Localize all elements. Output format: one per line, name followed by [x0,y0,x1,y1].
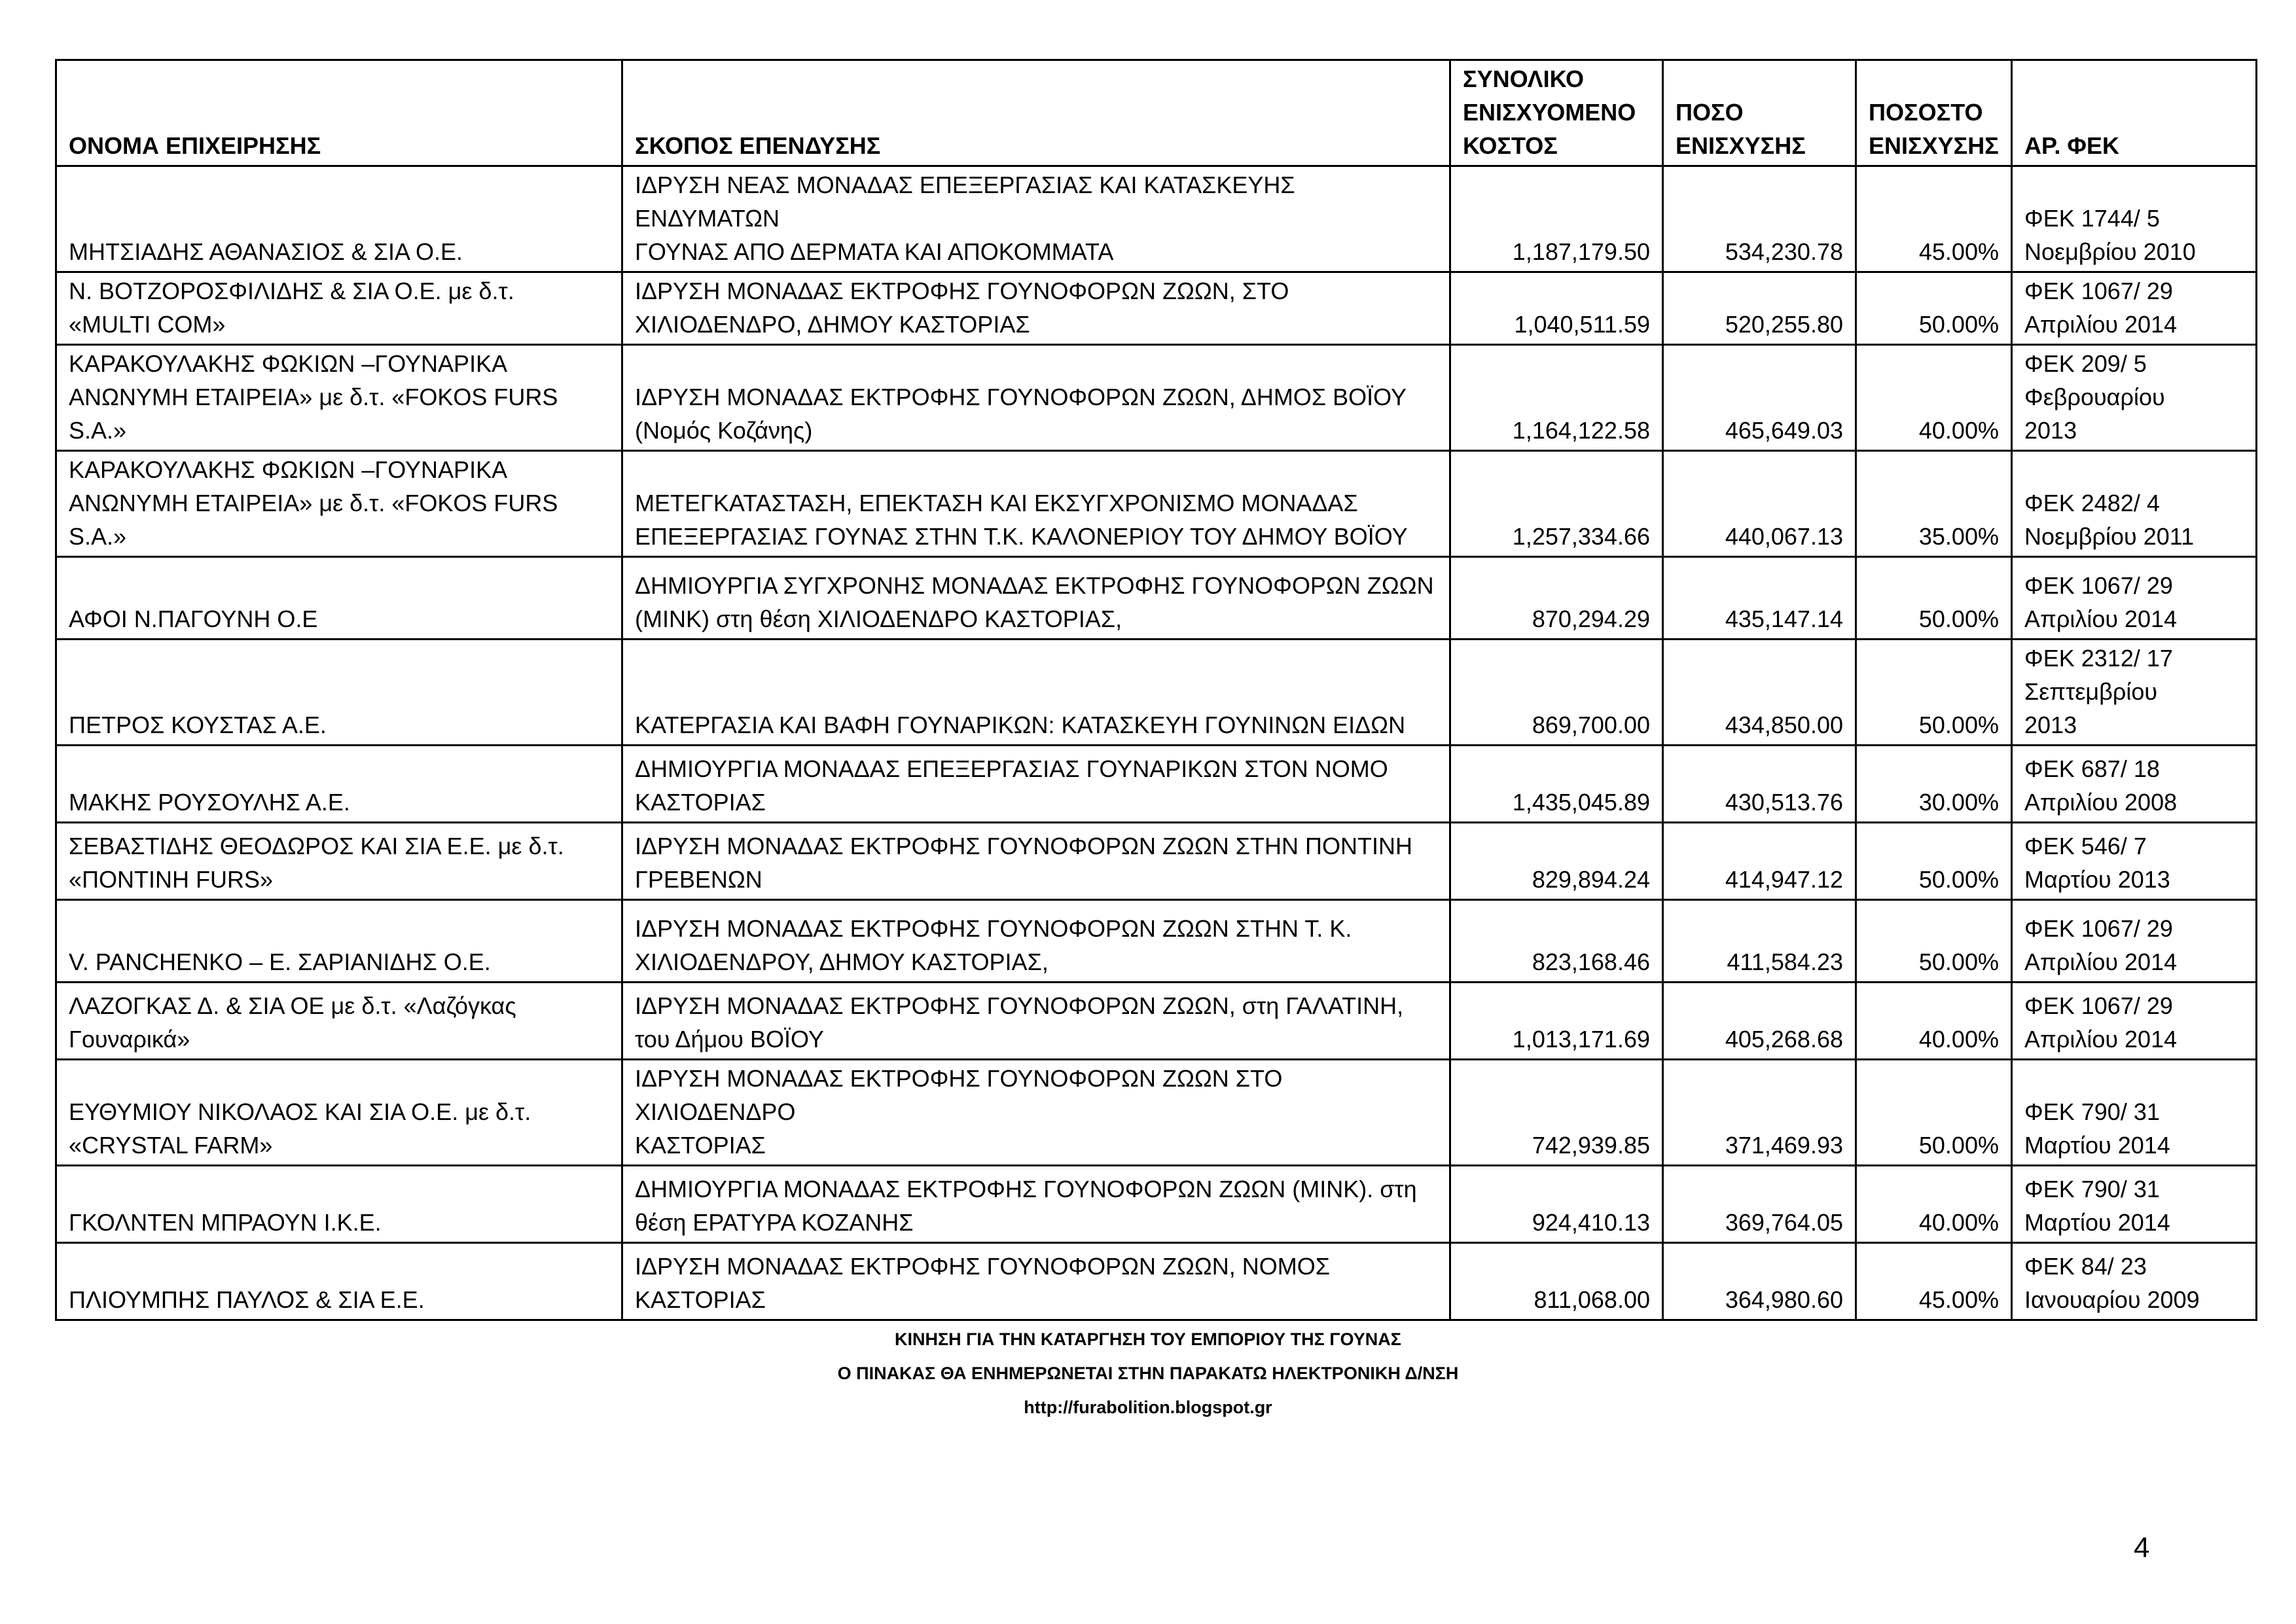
cell-grant-amount: 534,230.78 [1663,166,1856,272]
header-company-name: ΟΝΟΜΑ ΕΠΙΧΕΙΡΗΣΗΣ [56,60,622,166]
cell-investment-purpose: ΙΔΡΥΣΗ ΜΟΝΑΔΑΣ ΕΚΤΡΟΦΗΣ ΓΟΥΝΟΦΟΡΩΝ ΖΩΩΝ ΣΤΟ ΧΙΛΙΟΔΕΝΔΡΟ ΚΑΣΤΟΡΙΑΣ [622,1060,1450,1166]
cell-grant-amount: 430,513.76 [1663,746,1856,823]
cell-investment-purpose: ΙΔΡΥΣΗ ΜΟΝΑΔΑΣ ΕΚΤΡΟΦΗΣ ΓΟΥΝΟΦΟΡΩΝ ΖΩΩΝ, στη ΓΑΛΑΤΙΝΗ, του Δήμου ΒΟΪΟΥ [622,983,1450,1060]
cell-fek: ΦΕΚ 209/ 5 Φεβρουαρίου 2013 [2012,345,2257,451]
page-number: 4 [2134,1532,2150,1564]
cell-grant-rate: 50.00% [1856,1060,2012,1166]
cell-company-name: ΜΗΤΣΙΑΔΗΣ ΑΘΑΝΑΣΙΟΣ & ΣΙΑ Ο.Ε. [56,166,622,272]
cell-total-cost: 823,168.46 [1450,900,1663,983]
table-row [56,272,2257,345]
cell-total-cost: 870,294.29 [1450,557,1663,640]
cell-investment-purpose: ΙΔΡΥΣΗ ΜΟΝΑΔΑΣ ΕΚΤΡΟΦΗΣ ΓΟΥΝΟΦΟΡΩΝ ΖΩΩΝ ΣΤΗΝ Τ. Κ. ΧΙΛΙΟΔΕΝΔΡΟΥ, ΔΗΜΟΥ ΚΑΣΤΟΡΙΑΣ, [622,900,1450,983]
cell-grant-amount: 405,268.68 [1663,983,1856,1060]
cell-grant-amount: 434,850.00 [1663,640,1856,746]
cell-company-name: V. PANCHENKO – Ε. ΣΑΡΙΑΝΙΔΗΣ Ο.Ε. [56,900,622,983]
cell-investment-purpose: ΔΗΜΙΟΥΡΓΙΑ ΜΟΝΑΔΑΣ ΕΚΤΡΟΦΗΣ ΓΟΥΝΟΦΟΡΩΝ ΖΩΩΝ (ΜΙΝΚ). στη θέση ΕΡΑΤΥΡΑ ΚΟΖΑΝΗΣ [622,1166,1450,1243]
table-row [56,823,2257,900]
cell-investment-purpose: ΙΔΡΥΣΗ ΝΕΑΣ ΜΟΝΑΔΑΣ ΕΠΕΞΕΡΓΑΣΙΑΣ ΚΑΙ ΚΑΤΑΣΚΕΥΗΣ ΕΝΔΥΜΑΤΩΝ ΓΟΥΝΑΣ ΑΠΟ ΔΕΡΜΑΤΑ ΚΑΙ ΑΠΟΚΟΜΜΑΤΑ [622,166,1450,272]
cell-total-cost: 811,068.00 [1450,1243,1663,1320]
cell-total-cost: 1,164,122.58 [1450,345,1663,451]
cell-company-name: ΕΥΘΥΜΙΟΥ ΝΙΚΟΛΑΟΣ ΚΑΙ ΣΙΑ Ο.Ε. με δ.τ. «CRYSTAL FARM» [56,1060,622,1166]
cell-grant-rate: 35.00% [1856,451,2012,557]
cell-grant-rate: 45.00% [1856,1243,2012,1320]
table-row [56,1243,2257,1320]
cell-fek: ΦΕΚ 687/ 18 Απριλίου 2008 [2012,746,2257,823]
cell-investment-purpose: ΔΗΜΙΟΥΡΓΙΑ ΜΟΝΑΔΑΣ ΕΠΕΞΕΡΓΑΣΙΑΣ ΓΟΥΝΑΡΙΚΩΝ ΣΤΟΝ ΝΟΜΟ ΚΑΣΤΟΡΙΑΣ [622,746,1450,823]
cell-investment-purpose: ΔΗΜΙΟΥΡΓΙΑ ΣΥΓΧΡΟΝΗΣ ΜΟΝΑΔΑΣ ΕΚΤΡΟΦΗΣ ΓΟΥΝΟΦΟΡΩΝ ΖΩΩΝ (ΜΙΝΚ) στη θέση ΧΙΛΙΟΔΕΝΔΡΟ ΚΑΣΤΟΡΙΑΣ, [622,557,1450,640]
header-grant-amount: ΠΟΣΟ ΕΝΙΣΧΥΣΗΣ [1663,60,1856,166]
cell-grant-amount: 435,147.14 [1663,557,1856,640]
cell-total-cost: 1,187,179.50 [1450,166,1663,272]
cell-company-name: ΚΑΡΑΚΟΥΛΑΚΗΣ ΦΩΚΙΩΝ –ΓΟΥΝΑΡΙΚΑ ΑΝΩΝΥΜΗ ΕΤΑΙΡΕΙΑ» με δ.τ. «FOKOS FURS S.A.» [56,345,622,451]
cell-fek: ΦΕΚ 546/ 7 Μαρτίου 2013 [2012,823,2257,900]
cell-investment-purpose: ΙΔΡΥΣΗ ΜΟΝΑΔΑΣ ΕΚΤΡΟΦΗΣ ΓΟΥΝΟΦΟΡΩΝ ΖΩΩΝ, ΝΟΜΟΣ ΚΑΣΤΟΡΙΑΣ [622,1243,1450,1320]
table-row [56,451,2257,557]
cell-total-cost: 742,939.85 [1450,1060,1663,1166]
cell-grant-amount: 371,469.93 [1663,1060,1856,1166]
footer [0,1322,2296,1424]
table-header-row [56,60,2257,166]
cell-fek: ΦΕΚ 84/ 23 Ιανουαρίου 2009 [2012,1243,2257,1320]
cell-total-cost: 1,013,171.69 [1450,983,1663,1060]
cell-investment-purpose: ΙΔΡΥΣΗ ΜΟΝΑΔΑΣ ΕΚΤΡΟΦΗΣ ΓΟΥΝΟΦΟΡΩΝ ΖΩΩΝ, ΔΗΜΟΣ ΒΟΪΟΥ (Νομός Κοζάνης) [622,345,1450,451]
header-fek: ΑΡ. ΦΕΚ [2012,60,2257,166]
cell-grant-rate: 40.00% [1856,983,2012,1060]
cell-grant-rate: 40.00% [1856,1166,2012,1243]
cell-company-name: ΛΑΖΟΓΚΑΣ Δ. & ΣΙΑ ΟΕ με δ.τ. «Λαζόγκας Γουναρικά» [56,983,622,1060]
cell-company-name: ΓΚΟΛΝΤΕΝ ΜΠΡΑΟΥΝ Ι.Κ.Ε. [56,1166,622,1243]
table-row [56,557,2257,640]
cell-grant-amount: 364,980.60 [1663,1243,1856,1320]
cell-grant-amount: 520,255.80 [1663,272,1856,345]
cell-grant-rate: 50.00% [1856,900,2012,983]
table-row [56,1060,2257,1166]
table-row [56,900,2257,983]
header-total-cost: ΣΥΝΟΛΙΚΟ ΕΝΙΣΧΥΟΜΕΝΟ ΚΟΣΤΟΣ [1450,60,1663,166]
cell-total-cost: 829,894.24 [1450,823,1663,900]
cell-grant-rate: 50.00% [1856,272,2012,345]
cell-fek: ΦΕΚ 1067/ 29 Απριλίου 2014 [2012,900,2257,983]
grants-table [55,59,2257,1321]
cell-fek: ΦΕΚ 2482/ 4 Νοεμβρίου 2011 [2012,451,2257,557]
cell-company-name: Ν. ΒΟΤΖΟΡΟΣΦΙΛΙΔΗΣ & ΣΙΑ Ο.Ε. με δ.τ. «MULTI COM» [56,272,622,345]
cell-company-name: ΑΦΟΙ Ν.ΠΑΓΟΥΝΗ Ο.Ε [56,557,622,640]
cell-total-cost: 1,040,511.59 [1450,272,1663,345]
cell-fek: ΦΕΚ 1744/ 5 Νοεμβρίου 2010 [2012,166,2257,272]
cell-fek: ΦΕΚ 790/ 31 Μαρτίου 2014 [2012,1060,2257,1166]
header-investment-purpose: ΣΚΟΠΟΣ ΕΠΕΝΔΥΣΗΣ [622,60,1450,166]
cell-grant-rate: 50.00% [1856,557,2012,640]
cell-grant-rate: 30.00% [1856,746,2012,823]
table-row [56,983,2257,1060]
cell-company-name: ΣΕΒΑΣΤΙΔΗΣ ΘΕΟΔΩΡΟΣ ΚΑΙ ΣΙΑ Ε.Ε. με δ.τ. «ΠΟΝΤΙΝΗ FURS» [56,823,622,900]
cell-grant-amount: 465,649.03 [1663,345,1856,451]
cell-investment-purpose: ΙΔΡΥΣΗ ΜΟΝΑΔΑΣ ΕΚΤΡΟΦΗΣ ΓΟΥΝΟΦΟΡΩΝ ΖΩΩΝ ΣΤΗΝ ΠΟΝΤΙΝΗ ΓΡΕΒΕΝΩΝ [622,823,1450,900]
cell-grant-rate: 40.00% [1856,345,2012,451]
cell-fek: ΦΕΚ 790/ 31 Μαρτίου 2014 [2012,1166,2257,1243]
cell-fek: ΦΕΚ 1067/ 29 Απριλίου 2014 [2012,272,2257,345]
cell-total-cost: 1,257,334.66 [1450,451,1663,557]
header-grant-rate: ΠΟΣΟΣΤΟ ΕΝΙΣΧΥΣΗΣ [1856,60,2012,166]
cell-company-name: ΚΑΡΑΚΟΥΛΑΚΗΣ ΦΩΚΙΩΝ –ΓΟΥΝΑΡΙΚΑ ΑΝΩΝΥΜΗ ΕΤΑΙΡΕΙΑ» με δ.τ. «FOKOS FURS S.A.» [56,451,622,557]
table-row [56,345,2257,451]
cell-grant-amount: 411,584.23 [1663,900,1856,983]
table-row [56,166,2257,272]
cell-grant-rate: 45.00% [1856,166,2012,272]
cell-grant-rate: 50.00% [1856,640,2012,746]
cell-company-name: ΜΑΚΗΣ ΡΟΥΣΟΥΛΗΣ Α.Ε. [56,746,622,823]
cell-grant-amount: 440,067.13 [1663,451,1856,557]
table-body [56,166,2257,1320]
cell-grant-amount: 369,764.05 [1663,1166,1856,1243]
table-row [56,746,2257,823]
cell-grant-amount: 414,947.12 [1663,823,1856,900]
cell-investment-purpose: ΙΔΡΥΣΗ ΜΟΝΑΔΑΣ ΕΚΤΡΟΦΗΣ ΓΟΥΝΟΦΟΡΩΝ ΖΩΩΝ, ΣΤΟ ΧΙΛΙΟΔΕΝΔΡΟ, ΔΗΜΟΥ ΚΑΣΤΟΡΙΑΣ [622,272,1450,345]
cell-fek: ΦΕΚ 1067/ 29 Απριλίου 2014 [2012,983,2257,1060]
footer-organization: ΚΙΝΗΣΗ ΓΙΑ ΤΗΝ ΚΑΤΑΡΓΗΣΗ ΤΟΥ ΕΜΠΟΡΙΟΥ ΤΗΣ ΓΟΥΝΑΣ [894,1329,1402,1349]
cell-grant-rate: 50.00% [1856,823,2012,900]
cell-fek: ΦΕΚ 2312/ 17 Σεπτεμβρίου 2013 [2012,640,2257,746]
cell-investment-purpose: ΜΕΤΕΓΚΑΤΑΣΤΑΣΗ, ΕΠΕΚΤΑΣΗ ΚΑΙ ΕΚΣΥΓΧΡΟΝΙΣΜΟ ΜΟΝΑΔΑΣ ΕΠΕΞΕΡΓΑΣΙΑΣ ΓΟΥΝΑΣ ΣΤΗΝ Τ.Κ. ΚΑΛΟΝΕΡΙΟΥ ΤΟΥ ΔΗΜΟΥ ΒΟΪΟΥ [622,451,1450,557]
cell-total-cost: 869,700.00 [1450,640,1663,746]
cell-company-name: ΠΕΤΡΟΣ ΚΟΥΣΤΑΣ Α.Ε. [56,640,622,746]
cell-investment-purpose: ΚΑΤΕΡΓΑΣΙΑ ΚΑΙ ΒΑΦΗ ΓΟΥΝΑΡΙΚΩΝ: ΚΑΤΑΣΚΕΥΗ ΓΟΥΝΙΝΩΝ ΕΙΔΩΝ [622,640,1450,746]
footer-update-note: Ο ΠΙΝΑΚΑΣ ΘΑ ΕΝΗΜΕΡΩΝΕΤΑΙ ΣΤΗΝ ΠΑΡΑΚΑΤΩ ΗΛΕΚΤΡΟΝΙΚΗ Δ/ΝΣΗ [837,1363,1459,1383]
cell-total-cost: 924,410.13 [1450,1166,1663,1243]
cell-company-name: ΠΛΙΟΥΜΠΗΣ ΠΑΥΛΟΣ & ΣΙΑ Ε.Ε. [56,1243,622,1320]
table-row [56,1166,2257,1243]
footer-url[interactable]: http://furabolition.blogspot.gr [1024,1398,1272,1417]
cell-fek: ΦΕΚ 1067/ 29 Απριλίου 2014 [2012,557,2257,640]
table-row [56,640,2257,746]
cell-total-cost: 1,435,045.89 [1450,746,1663,823]
